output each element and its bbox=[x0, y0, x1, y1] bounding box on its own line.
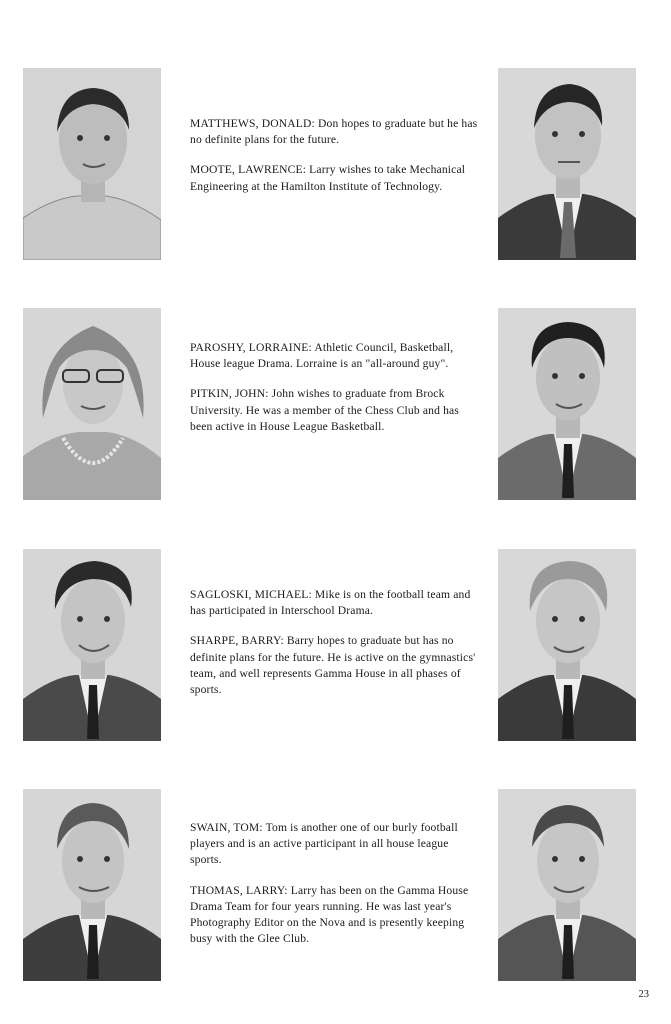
portrait-photo bbox=[23, 549, 161, 741]
student-text-block bbox=[190, 340, 480, 449]
portrait-image bbox=[498, 308, 636, 500]
portrait-photo bbox=[23, 789, 161, 981]
portrait-image bbox=[23, 308, 161, 500]
student-text-block bbox=[190, 116, 480, 209]
portrait-image bbox=[498, 68, 636, 260]
student-description: Don hopes to graduate but he has no definite plans for the future. bbox=[190, 117, 478, 147]
student-name: THOMAS, LARRY: bbox=[190, 883, 288, 897]
student-description: John wishes to graduate from Brock University. He was a member of the Chess Club and has been active in House League Basketball. bbox=[190, 387, 459, 433]
student-entry bbox=[190, 340, 480, 372]
student-entry bbox=[190, 116, 480, 148]
student-description: Barry hopes to graduate but has no definite plans for the future. He is active on the gymnastics' team, and well represents Gamma House in all phases of sports. bbox=[190, 634, 476, 697]
student-name: SAGLOSKI, MICHAEL: bbox=[190, 588, 312, 601]
portrait-image bbox=[498, 549, 636, 741]
portrait-image bbox=[23, 549, 161, 741]
student-entry bbox=[190, 883, 480, 948]
portrait-image bbox=[498, 789, 636, 981]
student-name: PITKIN, JOHN: bbox=[190, 387, 269, 401]
portrait-image bbox=[23, 68, 161, 260]
student-description: Athletic Council, Basketball, House league Drama. Lorraine is an "all-around guy". bbox=[190, 341, 454, 371]
student-entry bbox=[190, 820, 480, 869]
page-number: 23 bbox=[638, 989, 649, 1000]
portrait-photo bbox=[23, 308, 161, 500]
student-name: SHARPE, BARRY: bbox=[190, 634, 284, 648]
student-entry bbox=[190, 386, 480, 435]
student-text-block bbox=[190, 587, 480, 712]
student-name: MOOTE, LAWRENCE: bbox=[190, 163, 307, 177]
student-description: Larry has been on the Gamma House Drama Team for four years running. He was last year's Photography Editor on the Nova and is presently keeping busy with the Glee Club. bbox=[190, 883, 469, 946]
student-description: Mike is on the football team and has participated in Interschool Drama. bbox=[190, 588, 471, 618]
portrait-photo bbox=[498, 789, 636, 981]
student-name: SWAIN, TOM: bbox=[190, 821, 263, 834]
student-entry bbox=[190, 587, 480, 619]
portrait-photo bbox=[23, 68, 161, 260]
portrait-photo bbox=[498, 308, 636, 500]
portrait-image bbox=[23, 789, 161, 981]
student-name: PAROSHY, LORRAINE: bbox=[190, 341, 312, 354]
student-entry bbox=[190, 633, 480, 698]
student-entry bbox=[190, 162, 480, 194]
student-name: MATTHEWS, DONALD: bbox=[190, 117, 315, 130]
student-description: Larry wishes to take Mechanical Engineering at the Hamilton Institute of Technology. bbox=[190, 163, 466, 193]
portrait-photo bbox=[498, 68, 636, 260]
portrait-photo bbox=[498, 549, 636, 741]
student-text-block bbox=[190, 820, 480, 961]
student-description: Tom is another one of our burly football players and is an active participant in all house league sports. bbox=[190, 821, 458, 867]
